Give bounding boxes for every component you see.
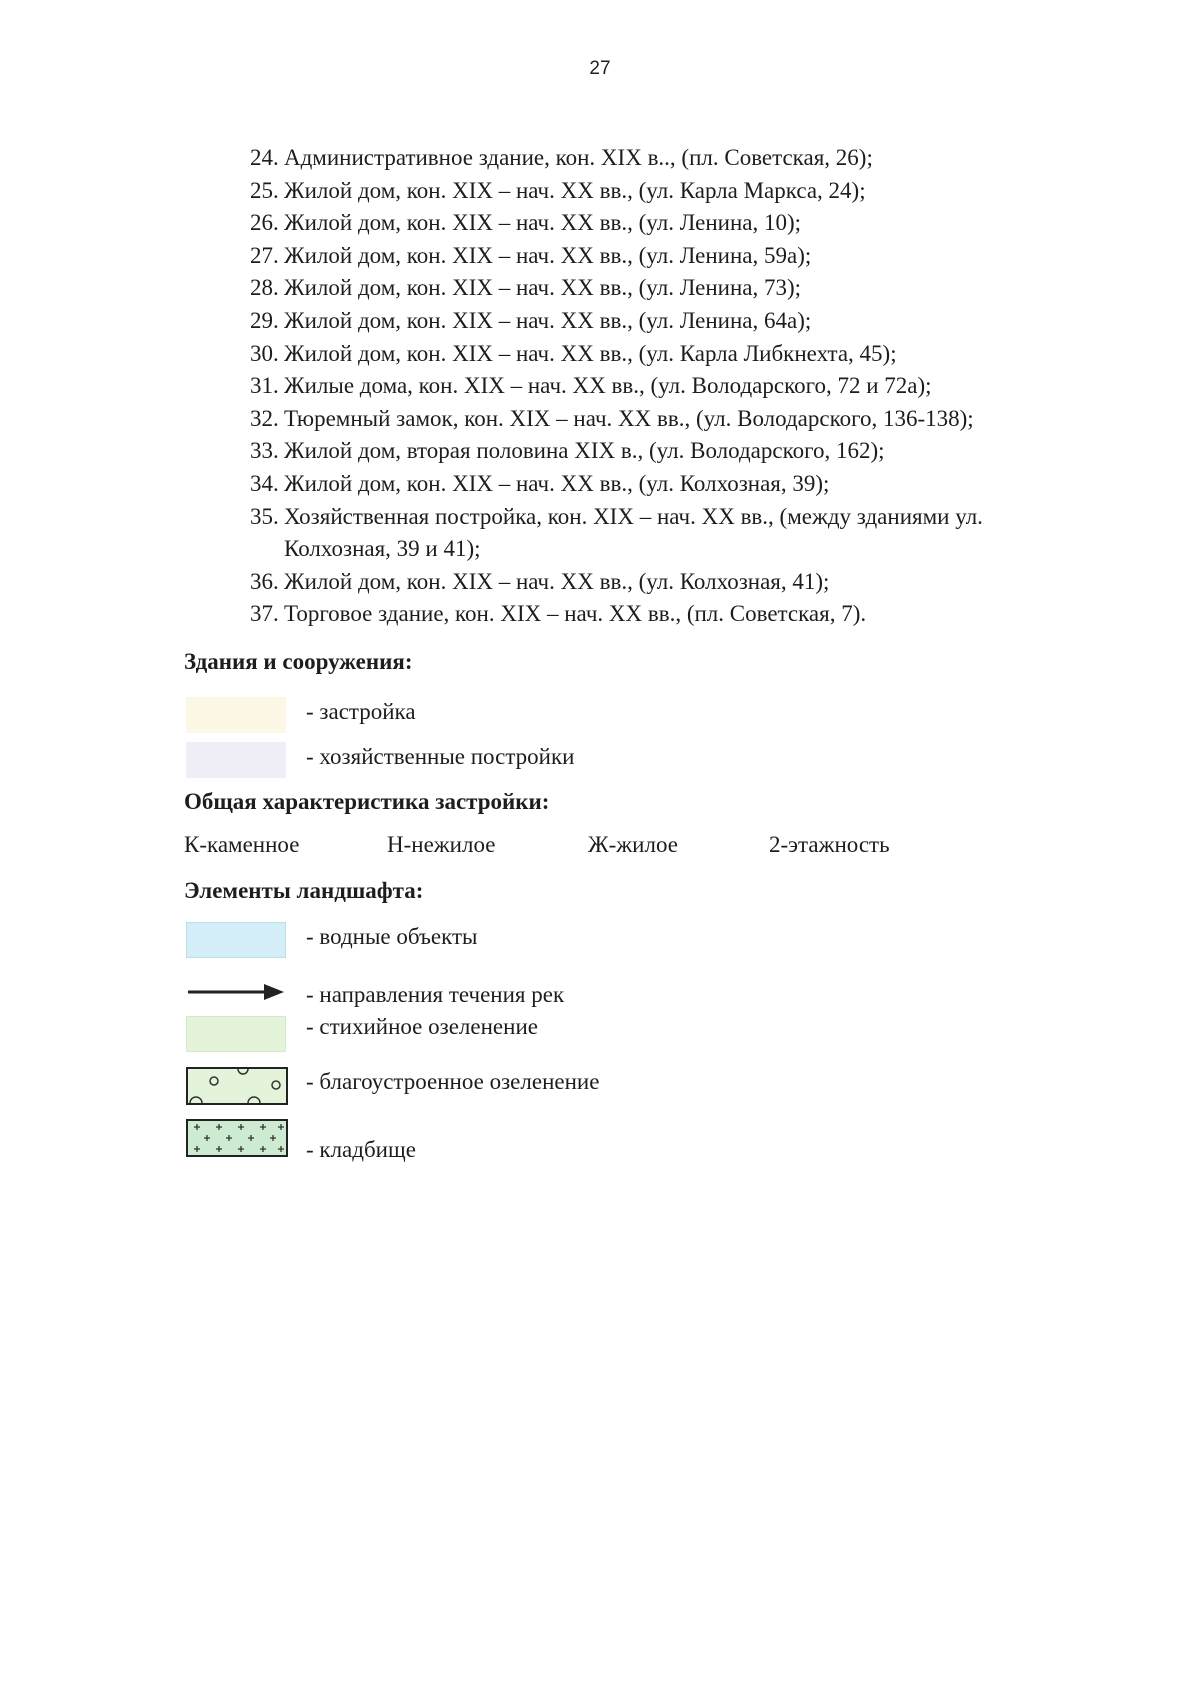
- legend-label: - стихийное озеленение: [306, 1014, 538, 1039]
- list-item: [250, 142, 1070, 175]
- cemetery-swatch: [186, 1119, 288, 1157]
- wild-greenery-swatch: [186, 1016, 286, 1052]
- water-swatch: [186, 922, 286, 958]
- list-item-number: 25.: [250, 177, 279, 203]
- characteristics-section-title: Общая характеристика застройки:: [184, 789, 550, 814]
- list-item: [250, 305, 1070, 338]
- list-item-text: Жилой дом, кон. XIX – нач. XX вв., (ул. Ленина, 10);: [284, 210, 802, 236]
- list-item-text: Жилой дом, кон. XIX – нач. XX вв., (ул. Колхозная, 41);: [284, 568, 830, 594]
- list-item-text: Хозяйственная постройка, кон. XIX – нач. XX вв., (между зданиями ул. Колхозная, 39 и 41);: [284, 503, 983, 562]
- legend-label: - кладбище: [306, 1137, 416, 1162]
- list-item-number: 26.: [250, 210, 279, 236]
- monument-list: [250, 142, 1070, 631]
- list-item: [250, 435, 1070, 468]
- characteristic-residential: Ж-жилое: [588, 832, 678, 857]
- list-item: [250, 468, 1070, 501]
- list-item-text: Жилой дом, кон. XIX – нач. XX вв., (ул. Карла Маркса, 24);: [284, 177, 866, 203]
- list-item-number: 31.: [250, 373, 279, 399]
- list-item-text: Торговое здание, кон. XIX – нач. XX вв., (пл. Советская, 7).: [284, 601, 867, 627]
- list-item-number: 24.: [250, 145, 279, 170]
- list-item-text: Жилой дом, кон. XIX – нач. XX вв., (ул. Колхозная, 39);: [284, 470, 830, 496]
- outbuilding-swatch: [186, 742, 286, 778]
- list-item: [250, 501, 1070, 566]
- list-item-number: 32.: [250, 405, 279, 431]
- landscape-section-title: Элементы ландшафта:: [184, 878, 424, 903]
- legend-label: - застройка: [306, 699, 416, 724]
- arrow-right-icon: [186, 980, 286, 1010]
- list-item-number: 37.: [250, 601, 279, 627]
- list-item-number: 35.: [250, 503, 279, 529]
- list-item-number: 27.: [250, 242, 279, 268]
- list-item: [250, 598, 1070, 631]
- list-item: [250, 272, 1070, 305]
- list-item: [250, 240, 1070, 273]
- list-item-number: 28.: [250, 275, 279, 301]
- buildings-section-title: Здания и сооружения:: [184, 649, 413, 674]
- list-item-text: Жилой дом, вторая половина XIX в., (ул. Володарского, 162);: [284, 438, 885, 464]
- list-item-text: Жилой дом, кон. XIX – нач. XX вв., (ул. Ленина, 73);: [284, 275, 802, 301]
- list-item-number: 34.: [250, 470, 279, 496]
- list-item-text: Жилой дом, кон. XIX – нач. XX вв., (ул. Ленина, 59а);: [284, 242, 812, 268]
- list-item: [250, 338, 1070, 371]
- list-item-text: Жилой дом, кон. XIX – нач. XX вв., (ул. Ленина, 64а);: [284, 307, 812, 333]
- list-item-number: 36.: [250, 568, 279, 594]
- legend-label: - благоустроенное озеленение: [306, 1069, 600, 1094]
- list-item-text: Тюремный замок, кон. XIX – нач. XX вв., (ул. Володарского, 136-138);: [284, 405, 974, 431]
- list-item-text: Жилые дома, кон. XIX – нач. XX вв., (ул. Володарского, 72 и 72а);: [284, 373, 932, 399]
- characteristic-nonresidential: Н-нежилое: [387, 832, 496, 857]
- legend-label: - водные объекты: [306, 924, 478, 949]
- list-item: [250, 175, 1070, 208]
- legend-label: - направления течения рек: [306, 982, 565, 1007]
- list-item-text: Жилой дом, кон. XIX – нач. XX вв., (ул. Карла Либкнехта, 45);: [284, 340, 897, 366]
- list-item-text: Административное здание, кон. XIX в.., (пл. Советская, 26);: [284, 145, 873, 170]
- list-item-number: 33.: [250, 438, 279, 464]
- list-item: [250, 370, 1070, 403]
- list-item: [250, 207, 1070, 240]
- page-number: 27: [589, 58, 611, 79]
- legend-label: - хозяйственные постройки: [306, 744, 575, 769]
- landscaped-greenery-swatch: [186, 1067, 288, 1105]
- list-item-number: 30.: [250, 340, 279, 366]
- list-item: [250, 566, 1070, 599]
- characteristic-stone: К-каменное: [184, 832, 300, 857]
- list-item: [250, 403, 1070, 436]
- characteristic-floors: 2-этажность: [769, 832, 890, 857]
- building-swatch: [186, 697, 286, 733]
- list-item-number: 29.: [250, 307, 279, 333]
